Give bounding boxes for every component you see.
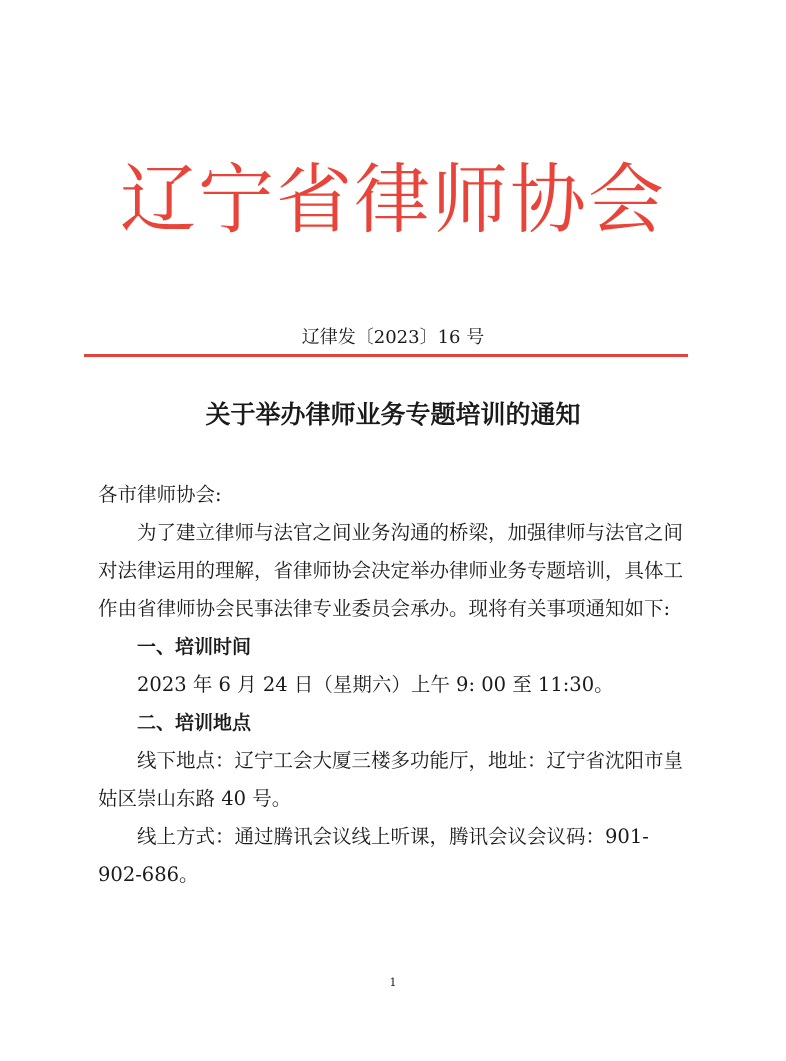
section1-heading: 一、培训时间	[137, 636, 252, 658]
section1-text: 2023 年 6 月 24 日（星期六）上午 9: 00 至 11:30。	[137, 673, 614, 696]
red-divider-line	[84, 354, 688, 357]
section2-heading: 二、培训地点	[137, 712, 252, 734]
offline-location: 线下地点：辽宁工会大厦三楼多功能厅，地址：辽宁省沈阳市皇姑区崇山东路 40 号。	[98, 749, 684, 810]
document-number: 辽律发〔2023〕16 号	[301, 327, 485, 348]
organization-header-title: 辽宁省律师协会	[120, 155, 666, 244]
notice-title: 关于举办律师业务专题培训的通知	[205, 400, 581, 429]
notice-body	[98, 476, 688, 894]
online-method: 线上方式：通过腾讯会议线上听课，腾讯会议会议码：901-902-686。	[98, 825, 649, 886]
page-number: 1	[389, 976, 397, 989]
salutation: 各市律师协会:	[98, 483, 222, 506]
intro-paragraph: 为了建立律师与法官之间业务沟通的桥梁，加强律师与法官之间对法律运用的理解，省律师协会决定举办律师业务专题培训，具体工作由省律师协会民事法律专业委员会承办。现将有关事项通知如下:	[98, 521, 684, 620]
